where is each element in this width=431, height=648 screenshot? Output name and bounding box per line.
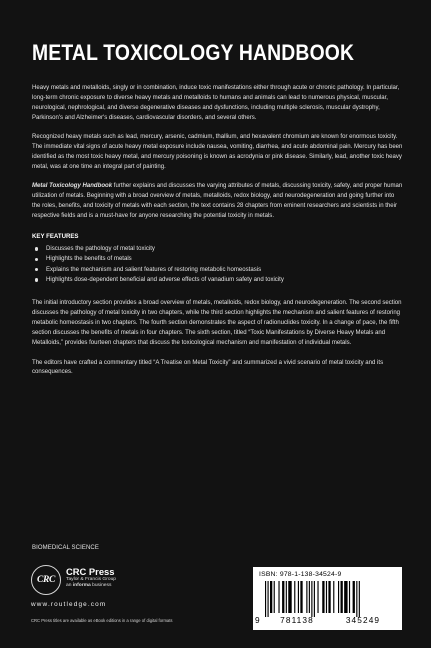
barcode-bar xyxy=(278,581,279,613)
key-features-heading: KEY FEATURES xyxy=(32,232,79,240)
barcode-bar xyxy=(328,581,330,613)
blurb-paragraph-3 xyxy=(32,182,404,222)
book-title: METAL TOXICOLOGY HANDBOOK xyxy=(32,40,355,65)
barcode-bar xyxy=(294,581,295,613)
blurb-paragraph-3-text: further explains and discusses the varying attributes of metals, discussing toxicity, safety, and proper human utilization of metals. Beginning with a broad overview of metals, metalloids, redox biology, and neurodegeneration and going further into the roles, benefits, and toxicity of metals with each section, the text contains 28 chapters from eminent researchers and scientists in their respective fields and is a must-have for anyone researching the potential toxicity in metals. xyxy=(32,183,403,220)
barcode-bar xyxy=(317,581,318,613)
barcode-bar xyxy=(309,581,310,613)
barcode-bar xyxy=(344,581,347,613)
barcode-bar xyxy=(274,581,275,613)
barcode-bar xyxy=(268,581,269,617)
barcode-digits xyxy=(255,615,400,625)
barcode-group-1: 781138 xyxy=(280,615,314,625)
barcode-bar xyxy=(288,581,291,613)
barcode-bar xyxy=(341,581,343,613)
barcode-bar xyxy=(298,581,299,613)
ebook-footnote: CRC Press titles are available as eBook editions in a range of digital formats xyxy=(31,618,173,623)
publisher-group: Taylor & Francis Group xyxy=(66,577,117,582)
isbn-label: ISBN: 978-1-138-34524-9 xyxy=(259,571,342,578)
publisher-name: CRC Press xyxy=(66,566,115,577)
key-feature-item: Explains the mechanism and salient features of restoring metabolic homeostasis xyxy=(32,265,404,275)
publisher-url[interactable]: www.routledge.com xyxy=(31,601,107,608)
subject-category: BIOMEDICAL SCIENCE xyxy=(32,545,99,551)
key-feature-item: Discusses the pathology of metal toxicity xyxy=(32,244,404,254)
blurb xyxy=(32,84,404,388)
blurb-paragraph-2: Recognized heavy metals such as lead, mercury, arsenic, cadmium, thallium, and hexavalent chromium are known for enormous toxicity. The immediate vital signs of acute heavy metal exposure include nausea, vomiting, diarrhea, and acute abdominal pain. Mercury has been identified as the most toxic heavy metal, and mercury poisoning is known as acrodynia or pink disease. Similarly, lead, another toxic heavy metal, was at one time an integral part of painting. xyxy=(32,134,403,170)
barcode-bar xyxy=(282,581,284,613)
barcode-bar xyxy=(333,581,334,613)
blurb-paragraph-4: The initial introductory section provides a broad overview of metals, metalloids, redox biology, and neurodegeneration. The second section discusses the pathology of metal toxicity in two chapters, while the third section highlights the mechanism and salient features of restoring metabolic homeostasis in two chapters. The fourth section demonstrates the aspect of radionuclides toxicity. In a change of pace, the fifth section discusses the benefits of metals in four chapters. The sixth section, titled “Toxic Manifestations by Diverse Heavy Metals and Metalloids,” provides fourteen chapters that discuss the toxicological mechanism and manifestation of individual metals. xyxy=(32,300,402,347)
barcode-lead-digit: 9 xyxy=(255,615,261,625)
barcode-bar xyxy=(311,581,312,617)
barcode-group-2: 345249 xyxy=(345,615,381,625)
barcode-bar xyxy=(306,581,307,613)
crc-logo-icon xyxy=(31,565,61,595)
business-prefix: an xyxy=(66,582,73,588)
barcode-bar xyxy=(359,581,360,617)
barcode-bar xyxy=(314,581,315,617)
publisher-business xyxy=(66,583,116,589)
barcode-bar xyxy=(338,581,339,613)
publisher-block xyxy=(66,567,116,589)
logo-text: CRC xyxy=(36,575,56,585)
barcode-bar xyxy=(353,581,355,613)
barcode-bar xyxy=(356,581,357,617)
barcode-bar xyxy=(349,581,350,613)
business-brand: informa xyxy=(72,582,91,588)
key-features-list xyxy=(32,244,404,286)
blurb-paragraph-5: The editors have crafted a commentary titled “A Treatise on Metal Toxicity” and summarized a vivid scenario of metal toxicity and its consequences. xyxy=(32,359,384,376)
barcode-bar xyxy=(322,581,324,613)
barcode-bars xyxy=(257,581,398,617)
barcode-bar xyxy=(326,581,327,613)
business-suffix: business xyxy=(90,582,112,588)
isbn-barcode xyxy=(253,567,402,630)
barcode-bar xyxy=(270,581,272,613)
barcode-bar xyxy=(265,581,266,617)
key-feature-item: Highlights dose-dependent beneficial and adverse effects of vanadium safety and toxicity xyxy=(32,275,404,285)
barcode-bar xyxy=(286,581,287,613)
barcode-bar xyxy=(300,581,302,613)
blurb-paragraph-1: Heavy metals and metalloids, singly or in combination, induce toxic manifestations either through acute or chronic pathology. In particular, long-term chronic exposure to diverse heavy metals and metalloids to humans and animals can lead to numerous physical, muscular, neurological, nephrological, and diverse degenerative diseases and dysfunctions, including multiple sclerosis, muscular dystrophy, Parkinson's and Alzheimer's diseases, cardiovascular disorders, and several others. xyxy=(32,85,400,121)
book-title-inline: Metal Toxicology Handbook xyxy=(32,183,113,190)
key-feature-item: Highlights the benefits of metals xyxy=(32,254,404,264)
